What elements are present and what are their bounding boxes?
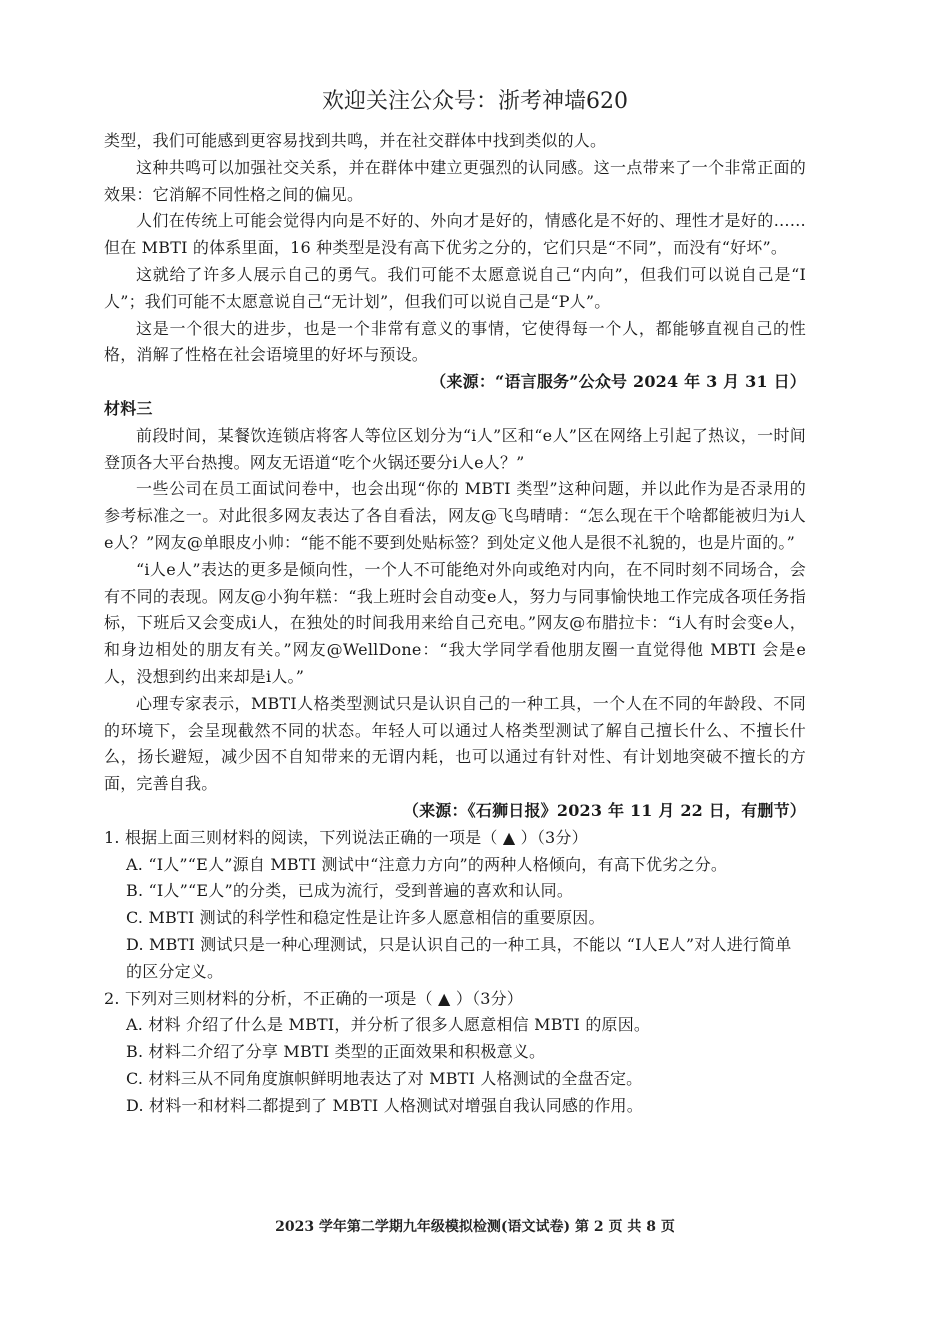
question-2: [104, 986, 806, 1120]
material3-source: （来源：《石狮日报》2023 年 11 月 22 日，有删节）: [402, 800, 806, 820]
answer-option-d: D. 材料一和材料二都提到了 MBTI 人格测试对增强自我认同感的作用。: [126, 1095, 643, 1115]
answer-option-a: A. “I人”“E人”源自 MBTI 测试中“注意力方向”的两种人格倾向，有高下优劣之分。: [126, 854, 728, 874]
question-stem: 2. 下列对三则材料的分析，不正确的一项是（ ▲ ）（3分）: [104, 988, 524, 1008]
question-stem: 1. 根据上面三则材料的阅读，下列说法正确的一项是（ ▲ ）（3分）: [104, 827, 588, 847]
material3-title: 材料三: [104, 398, 153, 418]
watermark-header: 欢迎关注公众号：浙考神墙620: [322, 89, 628, 114]
answer-option-d: D. MBTI 测试只是一种心理测试，只是认识自己的一种工具，不能以 “I人E人”对人进行简单的区分定义。: [126, 934, 792, 981]
material2-paragraph: 这是一个很大的进步，也是一个非常有意义的事情，它使得每一个人，都能够直视自己的性格，消解了性格在社会语境里的好坏与预设。: [104, 318, 806, 365]
answer-option-b: B. “I人”“E人”的分类，已成为流行，受到普遍的喜欢和认同。: [126, 881, 574, 901]
material2-paragraph: 这就给了许多人展示自己的勇气。我们可能不太愿意说自己“内向”，但我们可以说自己是“I人”；我们可能不太愿意说自己“无计划”，但我们可以说自己是“P人”。: [104, 264, 806, 311]
material2-paragraph: 这种共鸣可以加强社交关系，并在群体中建立更强烈的认同感。这一点带来了一个非常正面的效果：它消解不同性格之间的偏见。: [104, 157, 806, 204]
question-1: [104, 825, 806, 986]
material3-paragraph: 心理专家表示，MBTI人格类型测试只是认识自己的一种工具，一个人在不同的年龄段、不同的环境下，会呈现截然不同的状态。年轻人可以通过人格类型测试了解自己擅长什么、不擅长什么，扬长避短，减少因不自知带来的无谓内耗，也可以通过有针对性、有计划地突破不擅长的方面，完善自我。: [104, 693, 806, 794]
answer-option-c: C. 材料三从不同角度旗帜鲜明地表达了对 MBTI 人格测试的全盘否定。: [126, 1068, 643, 1088]
material2-source: （来源：“语言服务”公众号 2024 年 3 月 31 日）: [430, 372, 806, 392]
material3-paragraph: “i人e人”表达的更多是倾向性，一个人不可能绝对外向或绝对内向，在不同时刻不同场合，会有不同的表现。网友@小狗年糕：“我上班时会自动变e人，努力与同事愉快地工作完成各项任务指标，下班后又会变成i人，在独处的时间我用来给自己充电。”网友@布腊拉卡：“i人有时会变e人，和身边相处的朋友有关。”网友@WellDone：“我大学同学看他朋友圈一直觉得他 MBTI 会是e人，没想到约出来却是i人。”: [104, 559, 806, 686]
material3-paragraph: 前段时间，某餐饮连锁店将客人等位区划分为“i人”区和“e人”区在网络上引起了热议，一时间登顶各大平台热搜。网友无语道“吃个火锅还要分i人e人？”: [104, 425, 806, 472]
page-footer: 2023 学年第二学期九年级模拟检测(语文试卷) 第 2 页 共 8 页: [275, 1219, 675, 1235]
material3-paragraph: 一些公司在员工面试问卷中，也会出现“你的 MBTI 类型”这种问题，并以此作为是否录用的参考标准之一。对此很多网友表达了各自看法，网友@飞鸟晴晴：“怎么现在干个啥都能被归为i人e人？”网友@单眼皮小帅：“能不能不要到处贴标签？到处定义他人是很不礼貌的，也是片面的。”: [104, 479, 806, 552]
answer-option-b: B. 材料二介绍了分享 MBTI 类型的正面效果和积极意义。: [126, 1042, 546, 1062]
material2-paragraph: 类型，我们可能感到更容易找到共鸣，并在社交群体中找到类似的人。: [104, 131, 607, 150]
page-content: [104, 128, 806, 1119]
answer-option-c: C. MBTI 测试的科学性和稳定性是让许多人愿意相信的重要原因。: [126, 908, 605, 928]
material2-paragraph: 人们在传统上可能会觉得内向是不好的、外向才是好的，情感化是不好的、理性才是好的……但在 MBTI 的体系里面，16 种类型是没有高下优劣之分的，它们只是“不同”，而没有“好坏”。: [104, 211, 806, 258]
answer-option-a: A. 材料 介绍了什么是 MBTI，并分析了很多人愿意相信 MBTI 的原因。: [126, 1015, 651, 1035]
